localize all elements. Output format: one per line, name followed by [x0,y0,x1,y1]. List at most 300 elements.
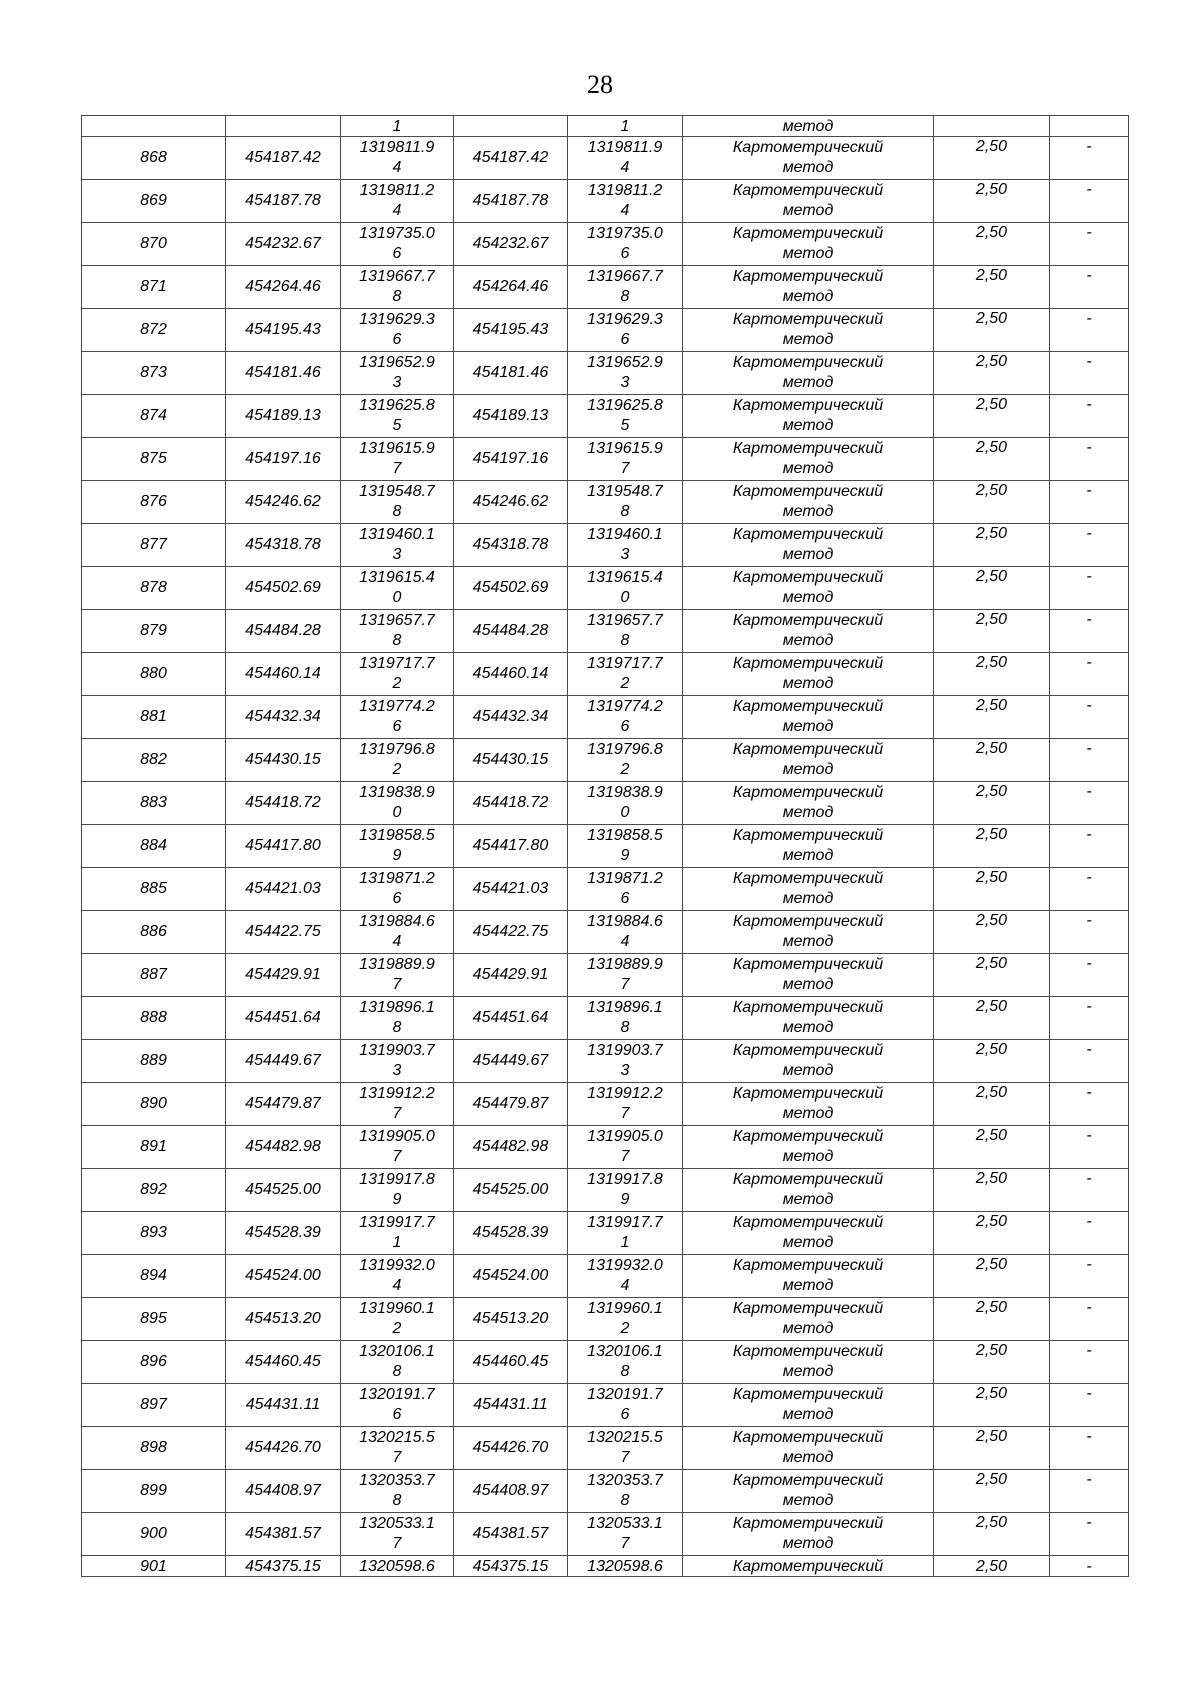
cell-x2: 454232.67 [454,223,568,266]
table-row [82,1083,1129,1126]
cell-method-line1: Картометрический [732,870,884,887]
cell-x1: 454187.42 [226,137,341,180]
cell-y2 [568,1083,683,1126]
cell-y1 [341,1341,454,1384]
cell-x1: 454189.13 [226,395,341,438]
cell-method-line1: Картометрический [732,655,884,672]
cell-y1-line1: 1319629.3 [359,311,435,328]
cell-method-line1: Картометрический [732,526,884,543]
cell-y2 [568,1169,683,1212]
cell-y2-line1: 1319796.8 [587,741,663,758]
cell-accuracy: 2,50 [934,524,1050,567]
cell-x1: 454264.46 [226,266,341,309]
cell-x1: 454460.14 [226,653,341,696]
cell-y1 [341,1298,454,1341]
cell-method-line2: метод [782,1535,834,1552]
table-row [82,1513,1129,1556]
cell-y1 [341,266,454,309]
cell-extra: - [1050,223,1129,266]
cell-y2-line1: 1320215.5 [587,1429,663,1446]
cell-num: 887 [82,954,226,997]
cell-extra: - [1050,180,1129,223]
cell-x2: 454318.78 [454,524,568,567]
cell-extra: - [1050,1513,1129,1556]
cell-x1: 454429.91 [226,954,341,997]
cell-y1-line2: 8 [392,503,402,520]
cell-num: 897 [82,1384,226,1427]
cell-x1: 454375.15 [226,1556,341,1577]
cell-method-line1: Картометрический [732,1214,884,1231]
cell-extra: - [1050,997,1129,1040]
cell-num: 870 [82,223,226,266]
cell-method-line2: метод [782,1449,834,1466]
cell-x1: 454484.28 [226,610,341,653]
cell-x2: 454264.46 [454,266,568,309]
cell-y1-line1: 1319625.8 [359,397,435,414]
cell-y1-line2: 6 [392,890,402,907]
cell-y2 [568,395,683,438]
cell-x1: 454513.20 [226,1298,341,1341]
cell-y2-line2: 7 [620,460,630,477]
cell-y2-line1: 1319811.2 [587,182,663,199]
cell-y2-line1: 1319625.8 [587,397,663,414]
cell-y2 [568,1212,683,1255]
cell-num: 873 [82,352,226,395]
cell-method-line1: Картометрический [732,397,884,414]
cell-method [683,1083,934,1126]
cell-x2: 454451.64 [454,997,568,1040]
cell-x1: 454525.00 [226,1169,341,1212]
cell-y2-line1: 1319717.7 [587,655,663,672]
cell-x2: 454513.20 [454,1298,568,1341]
cell-y1-line2: 7 [392,1105,402,1122]
cell-x2: 454187.42 [454,137,568,180]
cell-accuracy: 2,50 [934,868,1050,911]
cell-y1-line2: 1 [392,1234,402,1251]
cell-method [683,868,934,911]
cell-method-line1: Картометрический [732,1085,884,1102]
cell-y2-line2: 7 [620,1148,630,1165]
table-row [82,954,1129,997]
cell-y1-line2: 4 [392,159,402,176]
cell-method [683,438,934,481]
cell-y1 [341,1384,454,1427]
cell-num: 888 [82,997,226,1040]
cell-method-line1: Картометрический [732,225,884,242]
cell-y1 [341,825,454,868]
cell-y2 [568,1384,683,1427]
cell-y2-line2: 4 [620,933,630,950]
cell-x2: 454417.80 [454,825,568,868]
cell-num: 880 [82,653,226,696]
cell-method [683,653,934,696]
cell-x2: 454449.67 [454,1040,568,1083]
cell-y1-line2: 8 [392,632,402,649]
cell-y2-line1: 1319903.7 [587,1042,663,1059]
cell-y2-line2: 0 [620,589,630,606]
cell-y1-line2: 7 [392,1535,402,1552]
cell-accuracy: 2,50 [934,1556,1050,1577]
cell-extra: - [1050,1427,1129,1470]
cell-x1: 454246.62 [226,481,341,524]
cell-x2: 454502.69 [454,567,568,610]
cell-y2-line2: 8 [620,1019,630,1036]
cell-y2-line2: 6 [620,245,630,262]
cell-method-line2: метод [782,1019,834,1036]
cell-y2 [568,180,683,223]
cell-extra: - [1050,395,1129,438]
cell-y1-line1: 1319889.9 [359,956,435,973]
cell-y2-line2: 5 [620,417,630,434]
table-row [82,180,1129,223]
cell-y2 [568,782,683,825]
cell-x2: 454484.28 [454,610,568,653]
cell-y2 [568,1341,683,1384]
cell-accuracy: 2,50 [934,1298,1050,1341]
table-row [82,911,1129,954]
table-row [82,997,1129,1040]
cell-method-line1: Картометрический [732,1128,884,1145]
cell-y2 [568,567,683,610]
cell-y2-line2: 2 [620,1320,630,1337]
table-row [82,352,1129,395]
cell-x1: 454418.72 [226,782,341,825]
table-row-last [82,1556,1129,1577]
cell-y2 [568,954,683,997]
cell-method [683,782,934,825]
cell-y2 [568,1126,683,1169]
cell-method-line1: Картометрический [732,1386,884,1403]
cell-extra: - [1050,954,1129,997]
cell-y2 [568,223,683,266]
page-number: 28 [587,70,613,99]
cell-x2: 454408.97 [454,1470,568,1513]
cell-y1-line1: 1319717.7 [359,655,435,672]
cell-x1: 454460.45 [226,1341,341,1384]
cell-y2-line2: 9 [620,847,630,864]
cell-y1-line1: 1319960.1 [359,1300,435,1317]
cell-y1-line2: 2 [392,761,402,778]
cell-method [683,309,934,352]
cell-method [683,1040,934,1083]
cell-x1: 454421.03 [226,868,341,911]
cell-y1 [341,1427,454,1470]
table-row [82,653,1129,696]
cell-x2: 454525.00 [454,1169,568,1212]
cell-y1 [341,223,454,266]
cell-x1: 454449.67 [226,1040,341,1083]
cell-method [683,1513,934,1556]
cell-y2 [568,997,683,1040]
cell-x1: 454181.46 [226,352,341,395]
cell-y1-line1: 1319932.0 [359,1257,435,1274]
cell-extra [1050,116,1129,137]
cell-accuracy: 2,50 [934,180,1050,223]
cell-y1-line2: 7 [392,460,402,477]
cell-num: 876 [82,481,226,524]
cell-num: 875 [82,438,226,481]
cell-y2 [568,524,683,567]
cell-method-line2: метод [782,589,834,606]
cell-accuracy: 2,50 [934,610,1050,653]
cell-x2: 454381.57 [454,1513,568,1556]
cell-y2-line2: 8 [620,1363,630,1380]
cell-x2: 454430.15 [454,739,568,782]
cell-y1 [341,481,454,524]
cell-y2 [568,825,683,868]
table-row [82,610,1129,653]
cell-num: 891 [82,1126,226,1169]
cell-method-line1: Картометрический [732,440,884,457]
cell-method-line1: Картометрический [732,354,884,371]
cell-num: 877 [82,524,226,567]
cell-x1: 454426.70 [226,1427,341,1470]
cell-y1-line2: 4 [392,933,402,950]
cell-accuracy: 2,50 [934,1255,1050,1298]
cell-method-line2: метод [782,1105,834,1122]
cell-num: 883 [82,782,226,825]
coordinates-table [81,115,1129,1577]
cell-accuracy: 2,50 [934,1212,1050,1255]
cell-y1-line1: 1319871.2 [359,870,435,887]
cell-method-line2: метод [782,546,834,563]
cell-y1 [341,567,454,610]
cell-accuracy: 2,50 [934,309,1050,352]
cell-method-line2: метод [782,159,834,176]
cell-y1-line1: 1319858.5 [359,827,435,844]
cell-x2: 454181.46 [454,352,568,395]
cell-x2: 454187.78 [454,180,568,223]
table-row [82,1255,1129,1298]
cell-x1: 454422.75 [226,911,341,954]
cell-y2-line2: 3 [620,1062,630,1079]
cell-method-line1: Картометрический [732,1429,884,1446]
cell-y1-line1: 1319615.4 [359,569,435,586]
cell-x2 [454,116,568,137]
table-row [82,1040,1129,1083]
cell-accuracy: 2,50 [934,696,1050,739]
cell-y2: 1320598.6 [568,1556,683,1577]
cell-method [683,180,934,223]
cell-y1-line2: 7 [392,1148,402,1165]
cell-method [683,1341,934,1384]
cell-y2-line2: 3 [620,374,630,391]
cell-extra: - [1050,1556,1129,1577]
cell-extra: - [1050,352,1129,395]
cell-num: 882 [82,739,226,782]
cell-y1 [341,1255,454,1298]
cell-accuracy: 2,50 [934,438,1050,481]
cell-y2-line1: 1319652.9 [587,354,663,371]
cell-y1-line1: 1319796.8 [359,741,435,758]
cell-accuracy: 2,50 [934,1341,1050,1384]
cell-method [683,1384,934,1427]
cell-extra: - [1050,1083,1129,1126]
cell-y1: 1320598.6 [341,1556,454,1577]
cell-y2-line1: 1319774.2 [587,698,663,715]
cell-y1-line1: 1319912.2 [359,1085,435,1102]
cell-accuracy: 2,50 [934,266,1050,309]
table-row [82,696,1129,739]
cell-x1: 454524.00 [226,1255,341,1298]
cell-y1 [341,1040,454,1083]
cell-accuracy: 2,50 [934,1126,1050,1169]
cell-x1: 454187.78 [226,180,341,223]
cell-y1-line2: 6 [392,331,402,348]
cell-method-line1: Картометрический [732,827,884,844]
cell-y2-line1: 1319871.2 [587,870,663,887]
table-row [82,567,1129,610]
cell-extra: - [1050,653,1129,696]
cell-y1 [341,782,454,825]
cell-y2-line1: 1320533.1 [587,1515,663,1532]
cell-method-line2: метод [782,245,834,262]
cell-y2-line1: 1319548.7 [587,483,663,500]
cell-x2: 454432.34 [454,696,568,739]
cell-x2: 454431.11 [454,1384,568,1427]
cell-x1: 454502.69 [226,567,341,610]
cell-accuracy: 2,50 [934,1040,1050,1083]
cell-num: 879 [82,610,226,653]
cell-y2-line1: 1319960.1 [587,1300,663,1317]
cell-y2 [568,1255,683,1298]
cell-x1: 454482.98 [226,1126,341,1169]
cell-y1 [341,137,454,180]
cell-y1 [341,438,454,481]
cell-method-line1: Картометрический [732,1300,884,1317]
cell-y1-line2: 6 [392,1406,402,1423]
table-row [82,1126,1129,1169]
cell-x2: 454189.13 [454,395,568,438]
cell-accuracy: 2,50 [934,352,1050,395]
cell-num: 899 [82,1470,226,1513]
cell-y1-line1: 1319615.9 [359,440,435,457]
cell-extra: - [1050,1040,1129,1083]
cell-num: 898 [82,1427,226,1470]
cell-y2-line1: 1319657.7 [587,612,663,629]
cell-accuracy [934,116,1050,137]
cell-extra: - [1050,1212,1129,1255]
cell-y1-line1: 1319652.9 [359,354,435,371]
cell-y2-line1: 1320191.7 [587,1386,663,1403]
cell-accuracy: 2,50 [934,653,1050,696]
cell-y2 [568,1040,683,1083]
cell-accuracy: 2,50 [934,223,1050,266]
cell-num: 893 [82,1212,226,1255]
cell-y1-line2: 3 [392,546,402,563]
cell-method-line1: Картометрический [732,182,884,199]
cell-method [683,1427,934,1470]
table-row [82,1212,1129,1255]
cell-method-line2: метод [782,331,834,348]
cell-method [683,954,934,997]
cell-y1-line1: 1319838.9 [359,784,435,801]
cell-extra: - [1050,1126,1129,1169]
cell-y2 [568,1298,683,1341]
cell-y1 [341,352,454,395]
cell-num: 884 [82,825,226,868]
cell-method-line2: метод [782,503,834,520]
cell-y1-line1: 1319884.6 [359,913,435,930]
cell-method-line2: метод [782,1406,834,1423]
cell-y1-line2: 2 [392,1320,402,1337]
cell-num: 872 [82,309,226,352]
cell-y1-line2: 8 [392,1363,402,1380]
table-row [82,1427,1129,1470]
cell-method [683,223,934,266]
cell-extra: - [1050,1255,1129,1298]
cell-x1: 454318.78 [226,524,341,567]
cell-y1-line2: 0 [392,804,402,821]
cell-y2-line2: 2 [620,675,630,692]
cell-method [683,137,934,180]
cell-y1 [341,696,454,739]
cell-y1-line2: 4 [392,202,402,219]
cell-y1 [341,1513,454,1556]
cell-method-line1: Картометрический [732,1257,884,1274]
cell-y2-line1: 1319460.1 [587,526,663,543]
cell-y1-line1: 1320191.7 [359,1386,435,1403]
cell-method [683,567,934,610]
cell-y1-line2: 6 [392,245,402,262]
cell-y2-line1: 1319896.1 [587,999,663,1016]
cell-x2: 454429.91 [454,954,568,997]
cell-y2-line1: 1319667.7 [587,268,663,285]
cell-y2-line2: 7 [620,1449,630,1466]
cell-x1: 454417.80 [226,825,341,868]
cell-x1: 454197.16 [226,438,341,481]
cell-method [683,1169,934,1212]
cell-y1-line1: 1319905.0 [359,1128,435,1145]
table-row [82,266,1129,309]
cell-x2: 454426.70 [454,1427,568,1470]
cell-y1 [341,1470,454,1513]
cell-num: 869 [82,180,226,223]
cell-x1: 454195.43 [226,309,341,352]
cell-y2-line1: 1319932.0 [587,1257,663,1274]
cell-y2-line2: 4 [620,159,630,176]
cell-x1: 454381.57 [226,1513,341,1556]
cell-y2 [568,911,683,954]
cell-x1: 454432.34 [226,696,341,739]
cell-y2-line2: 6 [620,890,630,907]
cell-accuracy: 2,50 [934,825,1050,868]
cell-num: 881 [82,696,226,739]
cell-method [683,1298,934,1341]
cell-y2 [568,481,683,524]
cell-num: 901 [82,1556,226,1577]
cell-y1 [341,1126,454,1169]
cell-method-line2: метод [782,1234,834,1251]
cell-y1-line2: 3 [392,1062,402,1079]
cell-extra: - [1050,696,1129,739]
cell-method [683,352,934,395]
cell-x1: 454430.15 [226,739,341,782]
cell-method-line2: метод [782,1062,834,1079]
cell-y2-line1: 1319811.9 [587,139,663,156]
cell-y1 [341,309,454,352]
cell-y1 [341,997,454,1040]
cell-y2-line1: 1319917.7 [587,1214,663,1231]
cell-num: 892 [82,1169,226,1212]
cell-y2-line1: 1319917.8 [587,1171,663,1188]
table-row [82,395,1129,438]
cell-x2: 454479.87 [454,1083,568,1126]
cell-method [683,739,934,782]
cell-x2: 454460.14 [454,653,568,696]
cell-num: 886 [82,911,226,954]
cell-extra: - [1050,524,1129,567]
